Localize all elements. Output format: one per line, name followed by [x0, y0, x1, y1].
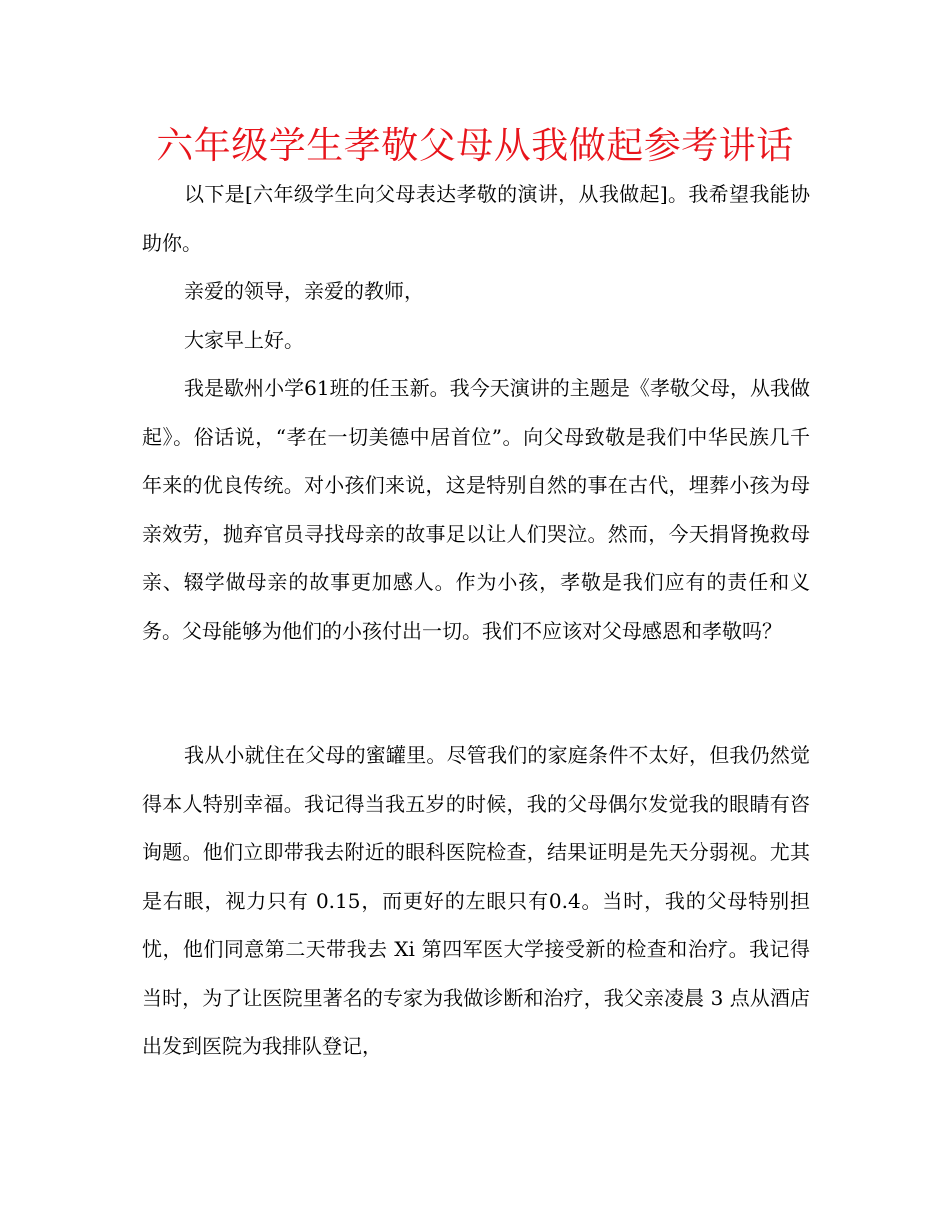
greeting-paragraph: 大家早上好。 — [184, 327, 304, 352]
speech-paragraph-2: 我从小就住在父母的蜜罐里。尽管我们的家庭条件不太好，但我仍然觉得本人特别幸福。我记得当我五岁的时候，我的父母偶尔发觉我的眼睛有咨询题。他们立即带我去附近的眼科医院检查，结果证明是先天分弱视。尤其是右眼，视力只有 0.15，而更好的左眼只有0.4。当时，我的父母特别担忧，他们同意第二天带我去 Xi 第四军医大学接受新的检查和治疗。我记得当时，为了让医院里著名的专家为我做诊断和治疗，我父亲凌晨 3 点从酒店出发到医院为我排队登记， — [142, 743, 810, 1058]
body-block-1 — [142, 170, 810, 655]
intro-paragraph: 以下是[六年级学生向父母表达孝敬的演讲，从我做起]。我希望我能协助你。 — [142, 182, 810, 255]
salutation-paragraph: 亲爱的领导，亲爱的教师， — [184, 279, 424, 303]
speech-paragraph-1: 我是歇州小学61班的任玉新。我今天演讲的主题是《孝敬父母，从我做起》。俗话说，“孝在一切美德中居首位”。向父母致敬是我们中华民族几千年来的优良传统。对小孩们来说，这是特别自然的事在古代，埋葬小孩为母亲效劳，抛弃官员寻找母亲的故事足以让人们哭泣。然而，今天捐肾挽救母亲、辍学做母亲的故事更加感人。作为小孩，孝敬是我们应有的责任和义务。父母能够为他们的小孩付出一切。我们不应该对父母感恩和孝敬吗？ — [142, 376, 810, 643]
body-block-2 — [142, 731, 810, 1071]
document-title: 六年级学生孝敬父母从我做起参考讲话 — [156, 124, 794, 167]
